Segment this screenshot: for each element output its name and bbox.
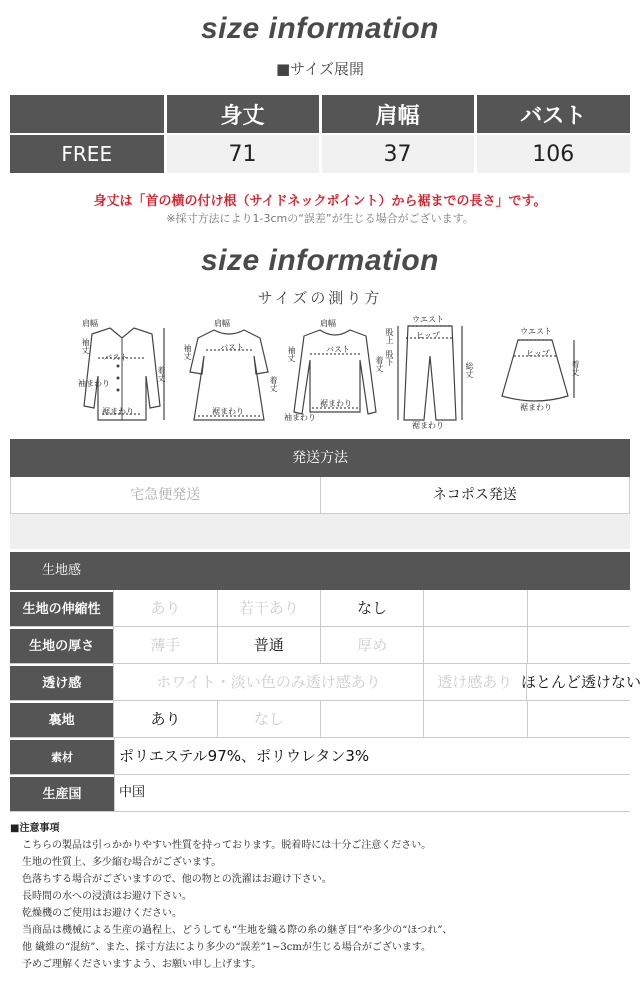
fabric-row-stretch	[10, 590, 630, 627]
caution-line: 予めご理解くださいますよう、お願い申し上げます。	[22, 959, 262, 970]
size-shoulder-value: 37	[320, 134, 475, 173]
stretch-option-none: なし	[320, 590, 423, 626]
size-info-title: size information	[200, 12, 440, 45]
lining-empty-3	[527, 701, 630, 737]
size-bust-value: 106	[475, 134, 630, 173]
stretch-label: 生地の伸縮性	[10, 590, 113, 626]
knit-label-length: 着丈	[375, 356, 384, 372]
coat-illustration	[72, 316, 172, 426]
caution-line: 他 繊維の“混紡”、また、採寸方法により多少の“誤差”1~3cmが生じる場合がございます。	[22, 942, 432, 953]
size-info-subtitle: ■サイズ展開	[276, 60, 364, 78]
material-label: 素材	[10, 738, 114, 774]
size-table-corner	[10, 95, 165, 134]
knit-label-hem: 裾まわり	[320, 399, 352, 408]
fabric-row-origin	[10, 775, 630, 812]
sheerness-option-sheer: 透け感あり	[423, 664, 526, 700]
coat-label-sleeve: 袖丈	[81, 338, 90, 354]
dress-label-length: 着丈	[269, 376, 278, 392]
sheerness-option-barely: ほとんど透けない	[526, 664, 630, 700]
shipping-option-nekopos: ネコポス発送	[320, 477, 630, 513]
knit-label-sleeve: 袖丈	[287, 346, 296, 362]
coat-label-bust: バスト	[104, 353, 128, 362]
col-bust: バスト	[475, 95, 630, 134]
knit-label-shoulder: 肩幅	[320, 319, 336, 328]
shipping-section	[10, 439, 630, 549]
size-row-free	[10, 134, 630, 173]
shipping-spacer	[10, 514, 630, 549]
shipping-title: 発送方法	[10, 439, 630, 477]
thickness-option-thick: 厚め	[320, 627, 423, 663]
length-definition-note: 身丈は「首の横の付け根（サイドネックポイント）から裾までの長さ」です。	[93, 194, 547, 209]
col-shoulder: 肩幅	[320, 95, 475, 134]
skirt-label-waist: ウエスト	[520, 327, 552, 336]
fabric-row-lining	[10, 701, 630, 738]
size-table	[10, 95, 630, 173]
thickness-empty-1	[423, 627, 526, 663]
size-measure-subtitle: サイズの測り方	[257, 289, 383, 307]
caution-line: 色落ちする場合がございますので、他の物との洗濯はお避け下さい。	[22, 874, 332, 885]
size-length-value: 71	[165, 134, 320, 173]
measurement-illustrations	[72, 315, 592, 430]
knit-illustration	[284, 316, 384, 426]
pants-label-rise: 股上	[385, 328, 394, 344]
col-length: 身丈	[165, 95, 320, 134]
coat-label-hem: 裾まわり	[102, 407, 134, 416]
material-value: ポリエステル97%、ポリウレタン3%	[114, 738, 630, 774]
stretch-empty-2	[527, 590, 630, 626]
dress-illustration	[183, 316, 278, 426]
thickness-label: 生地の厚さ	[10, 627, 113, 663]
lining-empty-2	[423, 701, 526, 737]
dress-label-sleeve: 袖丈	[183, 344, 192, 360]
fabric-row-material	[10, 738, 630, 775]
skirt-illustration	[490, 316, 580, 426]
knit-label-bust: バスト	[326, 345, 350, 354]
dress-label-bust: バスト	[220, 343, 244, 352]
size-label: FREE	[10, 134, 165, 173]
caution-line: こちらの製品は引っかかりやすい性質を持っております。脱着時には十分ご注意ください。	[22, 840, 432, 851]
stretch-empty-1	[423, 590, 526, 626]
sheerness-label: 透け感	[10, 664, 113, 700]
thickness-option-thin: 薄手	[113, 627, 216, 663]
shipping-options	[10, 477, 630, 514]
pants-label-inseam: 股下	[385, 350, 394, 366]
stretch-option-yes: あり	[113, 590, 216, 626]
origin-value: 中国	[114, 775, 630, 811]
skirt-label-hem: 裾まわり	[520, 403, 552, 412]
origin-label: 生産国	[10, 775, 114, 811]
shipping-option-takkyubin: 宅急便発送	[130, 487, 201, 503]
lining-option-no: なし	[217, 701, 320, 737]
coat-label-cuff: 袖まわり	[78, 379, 110, 388]
lining-empty-1	[320, 701, 423, 737]
thickness-option-normal: 普通	[217, 627, 320, 663]
size-table-header	[10, 95, 630, 134]
sheerness-option-light-colors: ホワイト・淡い色のみ透け感あり	[113, 664, 422, 700]
stretch-option-slight: 若干あり	[217, 590, 320, 626]
fabric-row-sheerness	[10, 664, 641, 701]
knit-label-cuff: 袖まわり	[284, 413, 316, 422]
fabric-title: 生地感	[10, 549, 630, 590]
size-measure-title: size information	[200, 244, 440, 277]
fabric-row-thickness	[10, 627, 630, 664]
lining-label: 裏地	[10, 701, 113, 737]
dress-label-hem: 裾まわり	[212, 407, 244, 416]
knit-drawing	[290, 316, 380, 426]
lining-option-yes: あり	[113, 701, 216, 737]
skirt-label-hip: ヒップ	[526, 349, 550, 358]
coat-label-shoulder: 肩幅	[82, 319, 98, 328]
coat-label-length: 着丈	[157, 366, 166, 382]
pants-label-waist: ウエスト	[412, 315, 444, 324]
dress-label-shoulder: 肩幅	[214, 319, 230, 328]
pants-illustration	[385, 315, 474, 430]
measurement-error-note: ※採寸方法により1-3cmの“誤差”が生じる場合がございます。	[166, 212, 474, 225]
caution-section	[10, 820, 630, 973]
pants-label-hem: 裾まわり	[412, 421, 444, 430]
thickness-empty-2	[527, 627, 630, 663]
skirt-label-length: 着丈	[571, 360, 580, 376]
fabric-section	[10, 549, 641, 812]
pants-label-total: 総丈	[465, 362, 474, 378]
caution-line: 乾燥機のご使用はお避けください。	[22, 908, 182, 919]
caution-title: ■注意事項	[10, 823, 60, 834]
caution-line: 長時間の水への浸漬はお避け下さい。	[22, 891, 192, 902]
caution-line: 当商品は機械による生産の過程上、どうしても“生地を織る際の糸の継ぎ目”や多少の“ほつれ”、	[22, 925, 453, 936]
pants-label-hip: ヒップ	[416, 331, 440, 340]
caution-line: 生地の性質上、多少縮む場合がございます。	[22, 857, 222, 868]
